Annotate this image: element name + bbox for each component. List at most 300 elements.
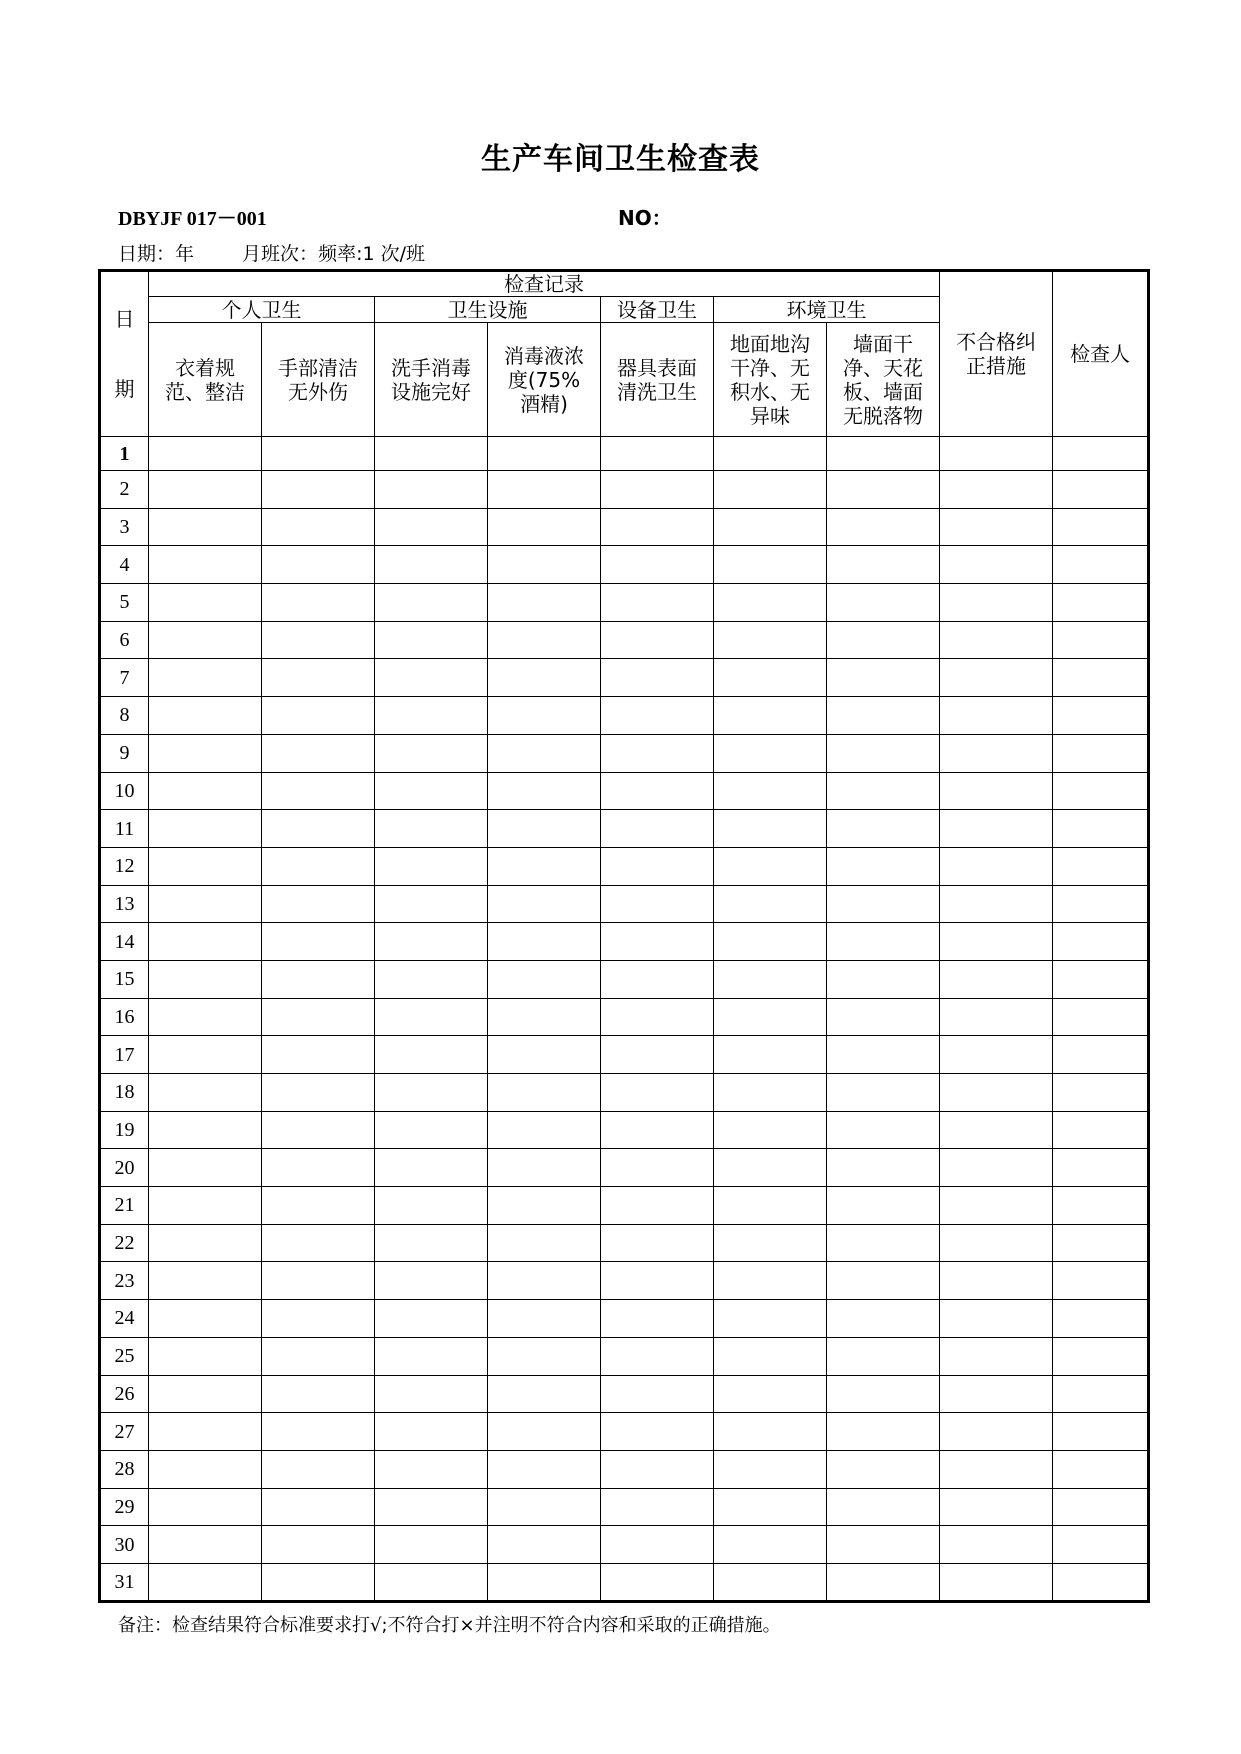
date-label: 日期： [118, 243, 176, 265]
entry-cell[interactable] [714, 960, 827, 998]
entry-cell[interactable] [375, 772, 488, 810]
entry-cell[interactable] [375, 546, 488, 584]
entry-cell[interactable] [827, 1300, 940, 1338]
entry-cell[interactable] [827, 584, 940, 622]
table-row [100, 960, 1149, 998]
entry-cell[interactable] [1053, 960, 1149, 998]
entry-cell[interactable] [375, 1111, 488, 1149]
entry-cell[interactable] [714, 810, 827, 848]
entry-cell[interactable] [375, 1450, 488, 1488]
entry-cell[interactable] [940, 659, 1053, 697]
day-number: 3 [100, 508, 149, 546]
entry-cell[interactable] [1053, 1337, 1149, 1375]
entry-cell[interactable] [375, 960, 488, 998]
entry-cell[interactable] [149, 508, 262, 546]
entry-cell[interactable] [601, 1563, 714, 1601]
entry-cell[interactable] [149, 437, 262, 471]
entry-cell[interactable] [714, 1563, 827, 1601]
entry-cell[interactable] [488, 1375, 601, 1413]
entry-cell[interactable] [375, 1563, 488, 1601]
entry-cell[interactable] [1053, 471, 1149, 509]
entry-cell[interactable] [940, 1488, 1053, 1526]
entry-cell[interactable] [262, 1262, 375, 1300]
entry-cell[interactable] [940, 1450, 1053, 1488]
entry-cell[interactable] [375, 1300, 488, 1338]
category-personal-hygiene: 个人卫生 [149, 297, 375, 323]
entry-cell[interactable] [827, 1413, 940, 1451]
entry-cell[interactable] [714, 621, 827, 659]
entry-cell[interactable] [375, 471, 488, 509]
entry-cell[interactable] [601, 998, 714, 1036]
entry-cell[interactable] [940, 772, 1053, 810]
entry-cell[interactable] [827, 960, 940, 998]
item-floor-drain [714, 323, 827, 437]
entry-cell[interactable] [149, 1111, 262, 1149]
entry-cell[interactable] [940, 1149, 1053, 1187]
entry-cell[interactable] [375, 1337, 488, 1375]
entry-cell[interactable] [262, 471, 375, 509]
entry-cell[interactable] [940, 697, 1053, 735]
entry-cell[interactable] [262, 1036, 375, 1074]
entry-cell[interactable] [262, 1337, 375, 1375]
entry-cell[interactable] [601, 697, 714, 735]
entry-cell[interactable] [375, 1413, 488, 1451]
entry-cell[interactable] [714, 734, 827, 772]
entry-cell[interactable] [1053, 1526, 1149, 1564]
table-row [100, 1413, 1149, 1451]
entry-cell[interactable] [827, 546, 940, 584]
entry-cell[interactable] [262, 772, 375, 810]
entry-cell[interactable] [714, 1375, 827, 1413]
entry-cell[interactable] [601, 471, 714, 509]
entry-cell[interactable] [827, 1149, 940, 1187]
entry-cell[interactable] [1053, 1300, 1149, 1338]
entry-cell[interactable] [714, 1413, 827, 1451]
entry-cell[interactable] [714, 847, 827, 885]
entry-cell[interactable] [601, 659, 714, 697]
entry-cell[interactable] [714, 1262, 827, 1300]
entry-cell[interactable] [940, 1036, 1053, 1074]
entry-cell[interactable] [488, 810, 601, 848]
entry-cell[interactable] [940, 1526, 1053, 1564]
entry-cell[interactable] [488, 885, 601, 923]
entry-cell[interactable] [149, 847, 262, 885]
entry-cell[interactable] [488, 847, 601, 885]
entry-cell[interactable] [488, 734, 601, 772]
entry-cell[interactable] [601, 1224, 714, 1262]
entry-cell[interactable] [375, 697, 488, 735]
entry-cell[interactable] [827, 437, 940, 471]
entry-cell[interactable] [262, 437, 375, 471]
entry-cell[interactable] [262, 1111, 375, 1149]
entry-cell[interactable] [714, 772, 827, 810]
entry-cell[interactable] [940, 1074, 1053, 1112]
entry-cell[interactable] [1053, 810, 1149, 848]
entry-cell[interactable] [940, 437, 1053, 471]
entry-cell[interactable] [149, 1187, 262, 1225]
entry-cell[interactable] [827, 772, 940, 810]
entry-cell[interactable] [262, 998, 375, 1036]
entry-cell[interactable] [262, 1450, 375, 1488]
day-number: 13 [100, 885, 149, 923]
entry-cell[interactable] [262, 1300, 375, 1338]
entry-cell[interactable] [375, 1224, 488, 1262]
entry-cell[interactable] [1053, 1450, 1149, 1488]
entry-cell[interactable] [1053, 1375, 1149, 1413]
entry-cell[interactable] [1053, 1149, 1149, 1187]
entry-cell[interactable] [601, 508, 714, 546]
entry-cell[interactable] [714, 697, 827, 735]
entry-cell[interactable] [1053, 1111, 1149, 1149]
entry-cell[interactable] [262, 810, 375, 848]
entry-cell[interactable] [1053, 1563, 1149, 1601]
entry-cell[interactable] [827, 1187, 940, 1225]
entry-cell[interactable] [827, 847, 940, 885]
entry-cell[interactable] [262, 508, 375, 546]
entry-cell[interactable] [1053, 772, 1149, 810]
entry-cell[interactable] [714, 1337, 827, 1375]
entry-cell[interactable] [1053, 1262, 1149, 1300]
entry-cell[interactable] [940, 1337, 1053, 1375]
entry-cell[interactable] [1053, 546, 1149, 584]
entry-cell[interactable] [601, 1111, 714, 1149]
entry-cell[interactable] [940, 1413, 1053, 1451]
entry-cell[interactable] [149, 1300, 262, 1338]
entry-cell[interactable] [827, 1563, 940, 1601]
entry-cell[interactable] [714, 1300, 827, 1338]
entry-cell[interactable] [714, 1526, 827, 1564]
entry-cell[interactable] [149, 1450, 262, 1488]
entry-cell[interactable] [827, 1036, 940, 1074]
day-number: 8 [100, 697, 149, 735]
entry-cell[interactable] [827, 697, 940, 735]
entry-cell[interactable] [827, 734, 940, 772]
entry-cell[interactable] [940, 471, 1053, 509]
entry-cell[interactable] [149, 1224, 262, 1262]
entry-cell[interactable] [149, 734, 262, 772]
entry-cell[interactable] [940, 847, 1053, 885]
entry-cell[interactable] [375, 584, 488, 622]
entry-cell[interactable] [375, 621, 488, 659]
entry-cell[interactable] [488, 923, 601, 961]
entry-cell[interactable] [1053, 1074, 1149, 1112]
entry-cell[interactable] [488, 1036, 601, 1074]
entry-cell[interactable] [940, 621, 1053, 659]
entry-cell[interactable] [601, 584, 714, 622]
entry-cell[interactable] [488, 1074, 601, 1112]
entry-cell[interactable] [714, 1036, 827, 1074]
entry-cell[interactable] [601, 1488, 714, 1526]
entry-cell[interactable] [488, 584, 601, 622]
entry-cell[interactable] [375, 508, 488, 546]
entry-cell[interactable] [488, 1563, 601, 1601]
entry-cell[interactable] [1053, 1488, 1149, 1526]
entry-cell[interactable] [488, 1488, 601, 1526]
entry-cell[interactable] [375, 810, 488, 848]
entry-cell[interactable] [714, 1111, 827, 1149]
entry-cell[interactable] [375, 1375, 488, 1413]
entry-cell[interactable] [262, 1526, 375, 1564]
entry-cell[interactable] [262, 1413, 375, 1451]
entry-cell[interactable] [601, 1149, 714, 1187]
document-title: 生产车间卫生检查表 [481, 142, 760, 177]
item-utensil-surface [601, 323, 714, 437]
entry-cell[interactable] [488, 1111, 601, 1149]
entry-cell[interactable] [601, 437, 714, 471]
entry-cell[interactable] [1053, 437, 1149, 471]
entry-cell[interactable] [375, 1036, 488, 1074]
entry-cell[interactable] [488, 1149, 601, 1187]
entry-cell[interactable] [262, 546, 375, 584]
entry-cell[interactable] [827, 1488, 940, 1526]
entry-cell[interactable] [940, 998, 1053, 1036]
entry-cell[interactable] [714, 546, 827, 584]
entry-cell[interactable] [714, 508, 827, 546]
entry-cell[interactable] [827, 1526, 940, 1564]
entry-cell[interactable] [488, 508, 601, 546]
entry-cell[interactable] [827, 1111, 940, 1149]
entry-cell[interactable] [601, 621, 714, 659]
entry-cell[interactable] [827, 885, 940, 923]
entry-cell[interactable] [827, 810, 940, 848]
entry-cell[interactable] [1053, 734, 1149, 772]
entry-cell[interactable] [488, 621, 601, 659]
entry-cell[interactable] [601, 885, 714, 923]
entry-cell[interactable] [940, 960, 1053, 998]
entry-cell[interactable] [1053, 998, 1149, 1036]
entry-cell[interactable] [375, 998, 488, 1036]
entry-cell[interactable] [601, 810, 714, 848]
entry-cell[interactable] [488, 659, 601, 697]
entry-cell[interactable] [149, 810, 262, 848]
entry-cell[interactable] [940, 885, 1053, 923]
entry-cell[interactable] [149, 885, 262, 923]
entry-cell[interactable] [1053, 584, 1149, 622]
entry-cell[interactable] [149, 1036, 262, 1074]
entry-cell[interactable] [375, 1074, 488, 1112]
entry-cell[interactable] [827, 508, 940, 546]
entry-cell[interactable] [1053, 508, 1149, 546]
entry-cell[interactable] [940, 1187, 1053, 1225]
item-line: 无脱落物 [843, 403, 924, 428]
entry-cell[interactable] [488, 1187, 601, 1225]
entry-cell[interactable] [714, 1224, 827, 1262]
entry-cell[interactable] [262, 1149, 375, 1187]
day-number: 20 [100, 1149, 149, 1187]
entry-cell[interactable] [262, 960, 375, 998]
entry-cell[interactable] [149, 1337, 262, 1375]
entry-cell[interactable] [601, 772, 714, 810]
entry-cell[interactable] [488, 1262, 601, 1300]
entry-cell[interactable] [375, 437, 488, 471]
entry-cell[interactable] [601, 923, 714, 961]
entry-cell[interactable] [827, 1074, 940, 1112]
entry-cell[interactable] [488, 546, 601, 584]
entry-cell[interactable] [262, 847, 375, 885]
entry-cell[interactable] [375, 1526, 488, 1564]
entry-cell[interactable] [601, 1450, 714, 1488]
table-row [100, 885, 1149, 923]
entry-cell[interactable] [375, 1488, 488, 1526]
entry-cell[interactable] [940, 1224, 1053, 1262]
entry-cell[interactable] [940, 584, 1053, 622]
entry-cell[interactable] [940, 1563, 1053, 1601]
entry-cell[interactable] [601, 1187, 714, 1225]
entry-cell[interactable] [149, 659, 262, 697]
entry-cell[interactable] [940, 734, 1053, 772]
entry-cell[interactable] [149, 1526, 262, 1564]
entry-cell[interactable] [488, 437, 601, 471]
entry-cell[interactable] [149, 923, 262, 961]
entry-cell[interactable] [827, 998, 940, 1036]
entry-cell[interactable] [1053, 1224, 1149, 1262]
table-row [100, 584, 1149, 622]
entry-cell[interactable] [714, 1074, 827, 1112]
entry-cell[interactable] [1053, 1187, 1149, 1225]
entry-cell[interactable] [149, 1262, 262, 1300]
entry-cell[interactable] [827, 1375, 940, 1413]
entry-cell[interactable] [601, 1413, 714, 1451]
entry-cell[interactable] [262, 1224, 375, 1262]
entry-cell[interactable] [940, 508, 1053, 546]
entry-cell[interactable] [375, 847, 488, 885]
entry-cell[interactable] [601, 847, 714, 885]
entry-cell[interactable] [940, 1262, 1053, 1300]
entry-cell[interactable] [714, 471, 827, 509]
entry-cell[interactable] [149, 1563, 262, 1601]
entry-cell[interactable] [827, 659, 940, 697]
entry-cell[interactable] [262, 659, 375, 697]
entry-cell[interactable] [488, 1300, 601, 1338]
entry-cell[interactable] [1053, 697, 1149, 735]
entry-cell[interactable] [149, 546, 262, 584]
entry-cell[interactable] [601, 546, 714, 584]
entry-cell[interactable] [714, 998, 827, 1036]
entry-cell[interactable] [827, 923, 940, 961]
item-line: 洗手消毒 [391, 355, 471, 380]
entry-cell[interactable] [940, 1375, 1053, 1413]
entry-cell[interactable] [714, 1488, 827, 1526]
entry-cell[interactable] [601, 1300, 714, 1338]
entry-cell[interactable] [940, 923, 1053, 961]
entry-cell[interactable] [1053, 1036, 1149, 1074]
entry-cell[interactable] [262, 885, 375, 923]
entry-cell[interactable] [1053, 1413, 1149, 1451]
entry-cell[interactable] [262, 697, 375, 735]
entry-cell[interactable] [149, 960, 262, 998]
entry-cell[interactable] [827, 1450, 940, 1488]
entry-cell[interactable] [262, 621, 375, 659]
entry-cell[interactable] [827, 621, 940, 659]
entry-cell[interactable] [149, 772, 262, 810]
day-number: 9 [100, 734, 149, 772]
entry-cell[interactable] [149, 1074, 262, 1112]
entry-cell[interactable] [375, 923, 488, 961]
entry-cell[interactable] [940, 1111, 1053, 1149]
entry-cell[interactable] [601, 1036, 714, 1074]
entry-cell[interactable] [714, 1187, 827, 1225]
entry-cell[interactable] [262, 1488, 375, 1526]
entry-cell[interactable] [1053, 923, 1149, 961]
form-code: DBYJF 017－001 [118, 208, 267, 230]
entry-cell[interactable] [488, 772, 601, 810]
entry-cell[interactable] [262, 734, 375, 772]
entry-cell[interactable] [601, 734, 714, 772]
entry-cell[interactable] [488, 1413, 601, 1451]
entry-cell[interactable] [262, 1375, 375, 1413]
entry-cell[interactable] [262, 584, 375, 622]
entry-cell[interactable] [714, 1450, 827, 1488]
entry-cell[interactable] [149, 584, 262, 622]
corrective-line-2: 正措施 [966, 354, 1027, 378]
entry-cell[interactable] [1053, 885, 1149, 923]
entry-cell[interactable] [714, 1149, 827, 1187]
entry-cell[interactable] [488, 960, 601, 998]
entry-cell[interactable] [714, 584, 827, 622]
entry-cell[interactable] [1053, 621, 1149, 659]
entry-cell[interactable] [488, 1450, 601, 1488]
entry-cell[interactable] [488, 697, 601, 735]
entry-cell[interactable] [375, 885, 488, 923]
entry-cell[interactable] [827, 471, 940, 509]
table-row [100, 810, 1149, 848]
entry-cell[interactable] [149, 1149, 262, 1187]
entry-cell[interactable] [601, 1526, 714, 1564]
entry-cell[interactable] [262, 1187, 375, 1225]
entry-cell[interactable] [488, 1526, 601, 1564]
day-number: 6 [100, 621, 149, 659]
entry-cell[interactable] [488, 1224, 601, 1262]
entry-cell[interactable] [375, 659, 488, 697]
entry-cell[interactable] [149, 1488, 262, 1526]
entry-cell[interactable] [149, 998, 262, 1036]
entry-cell[interactable] [149, 621, 262, 659]
entry-cell[interactable] [601, 1337, 714, 1375]
entry-cell[interactable] [488, 998, 601, 1036]
entry-cell[interactable] [601, 1375, 714, 1413]
entry-cell[interactable] [827, 1337, 940, 1375]
entry-cell[interactable] [714, 437, 827, 471]
entry-cell[interactable] [601, 1074, 714, 1112]
entry-cell[interactable] [1053, 847, 1149, 885]
entry-cell[interactable] [262, 923, 375, 961]
entry-cell[interactable] [827, 1262, 940, 1300]
entry-cell[interactable] [149, 697, 262, 735]
entry-cell[interactable] [488, 471, 601, 509]
entry-cell[interactable] [375, 1149, 488, 1187]
entry-cell[interactable] [488, 1337, 601, 1375]
entry-cell[interactable] [940, 546, 1053, 584]
entry-cell[interactable] [375, 734, 488, 772]
entry-cell[interactable] [375, 1187, 488, 1225]
entry-cell[interactable] [262, 1074, 375, 1112]
entry-cell[interactable] [714, 659, 827, 697]
item-line: 衣着规 [175, 355, 235, 380]
entry-cell[interactable] [375, 1262, 488, 1300]
entry-cell[interactable] [149, 1375, 262, 1413]
entry-cell[interactable] [149, 1413, 262, 1451]
entry-cell[interactable] [262, 1563, 375, 1601]
entry-cell[interactable] [827, 1224, 940, 1262]
entry-cell[interactable] [1053, 659, 1149, 697]
entry-cell[interactable] [601, 1262, 714, 1300]
entry-cell[interactable] [149, 471, 262, 509]
entry-cell[interactable] [714, 885, 827, 923]
entry-cell[interactable] [601, 960, 714, 998]
entry-cell[interactable] [714, 923, 827, 961]
entry-cell[interactable] [940, 1300, 1053, 1338]
entry-cell[interactable] [940, 810, 1053, 848]
